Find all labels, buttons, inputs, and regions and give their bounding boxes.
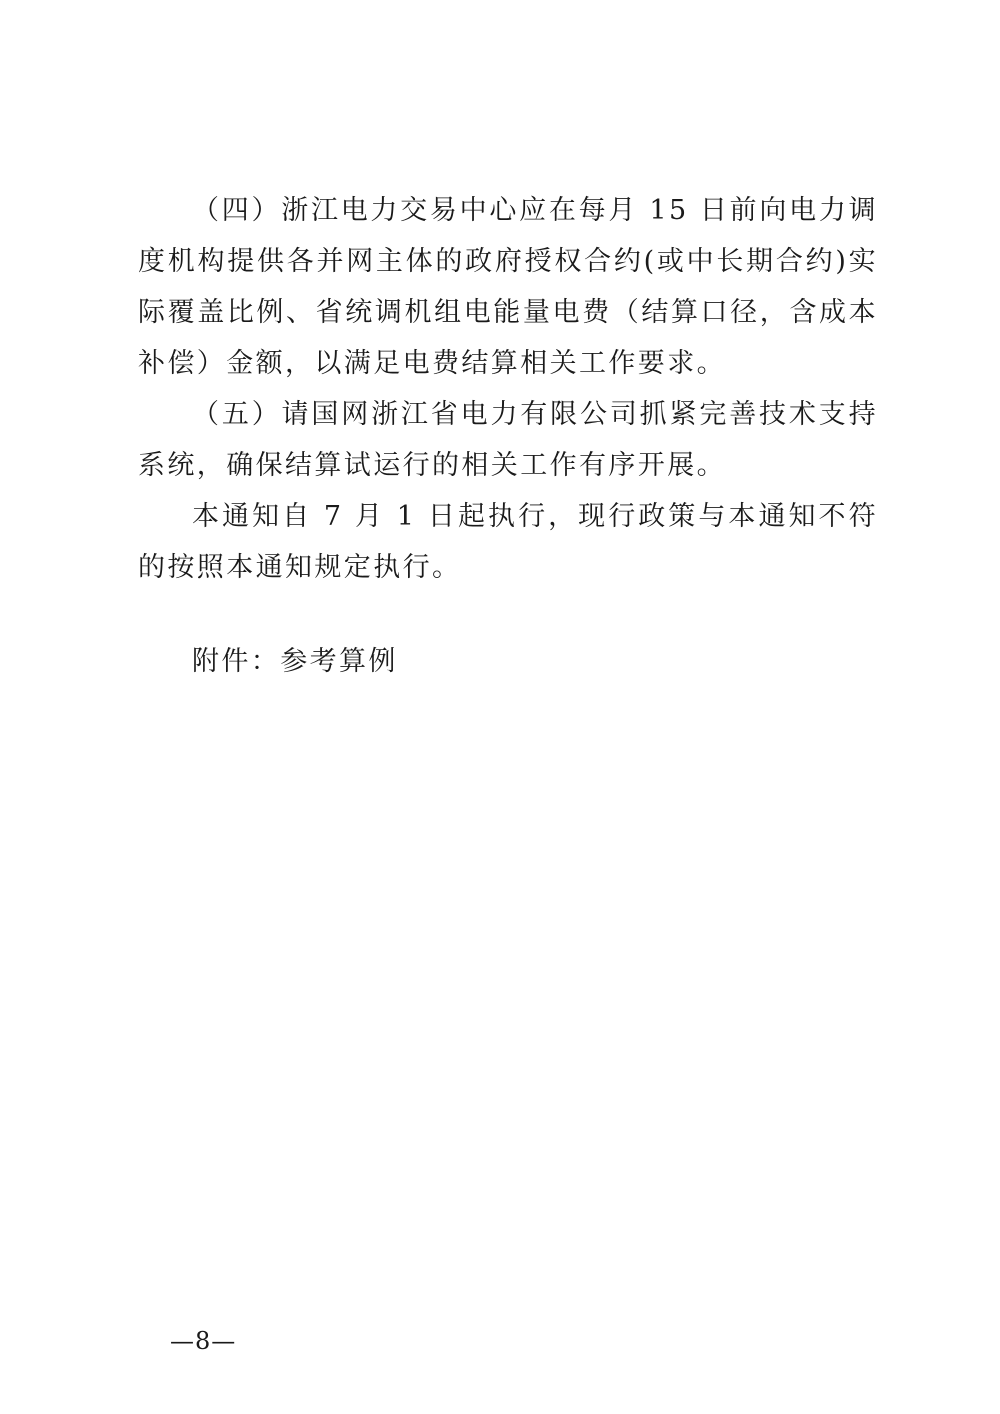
paragraph-item-5: （五）请国网浙江省电力有限公司抓紧完善技术支持系统，确保结算试运行的相关工作有序开展。 bbox=[138, 399, 878, 481]
document-body bbox=[138, 185, 878, 593]
attachment-line: 附件：参考算例 bbox=[192, 646, 398, 677]
paragraph-item-4: （四）浙江电力交易中心应在每月 15 日前向电力调度机构提供各并网主体的政府授权合约(或中长期合约)实际覆盖比例、省统调机组电能量电费（结算口径，含成本补偿）金额，以满足电费结算相关工作要求。 bbox=[138, 195, 878, 379]
page-number: —8— bbox=[170, 1327, 237, 1355]
paragraph-effective-date: 本通知自 7 月 1 日起执行，现行政策与本通知不符的按照本通知规定执行。 bbox=[138, 501, 878, 583]
